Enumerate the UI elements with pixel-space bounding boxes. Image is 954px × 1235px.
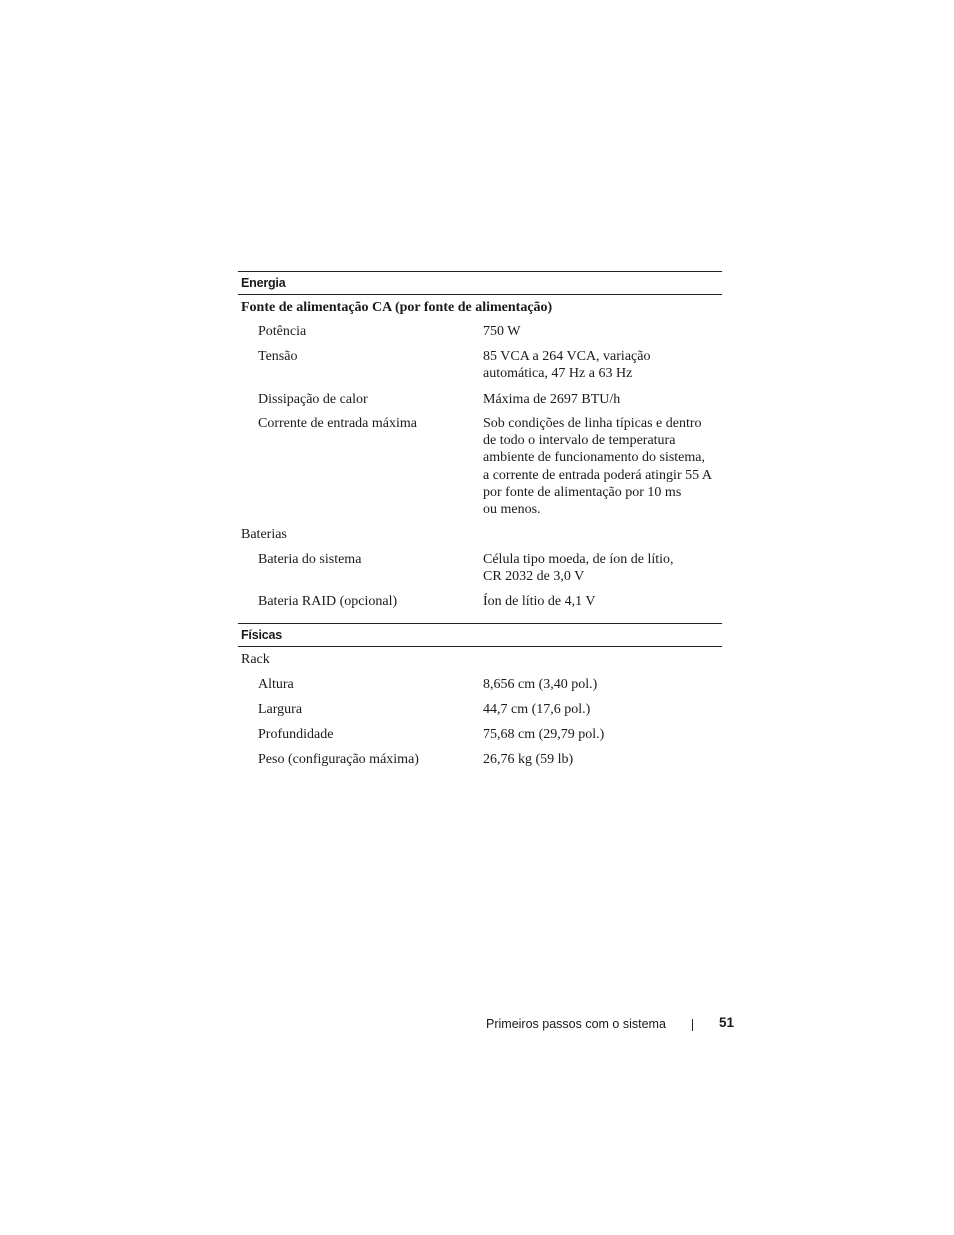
section-header-energia: Energia [238, 271, 722, 295]
row-value-potencia: 750 W [483, 324, 521, 339]
row-value-altura: 8,656 cm (3,40 pol.) [483, 677, 598, 692]
row-label-altura: Altura [258, 677, 294, 692]
row-value-corrente: Sob condições de linha típicas e dentro de todo o intervalo de temperatura ambiente de funcionamento do sistema, a corrente de entrada poderá atingir 55 A por fonte de alimentação por 10 ms ou menos. [483, 416, 712, 518]
row-label-potencia: Potência [258, 324, 307, 339]
row-value-bateria-raid: Íon de lítio de 4,1 V [483, 594, 596, 609]
footer-chapter-title: Primeiros passos com o sistema [486, 1017, 666, 1031]
row-label-profundidade: Profundidade [258, 727, 334, 742]
row-label-peso: Peso (configuração máxima) [258, 752, 419, 767]
footer-separator [692, 1019, 693, 1031]
group-title-fonte: Fonte de alimentação CA (por fonte de alimentação) [241, 300, 553, 315]
section-header-fisicas: Físicas [238, 623, 722, 647]
row-value-tensao: 85 VCA a 264 VCA, variação automática, 47 Hz a 63 Hz [483, 349, 651, 382]
row-label-tensao: Tensão [258, 349, 298, 364]
row-label-dissipacao: Dissipação de calor [258, 392, 368, 407]
row-value-largura: 44,7 cm (17,6 pol.) [483, 702, 591, 717]
row-value-dissipacao: Máxima de 2697 BTU/h [483, 392, 621, 407]
page-number: 51 [719, 1015, 735, 1030]
group-title-baterias: Baterias [241, 527, 287, 542]
row-label-bateria-sistema: Bateria do sistema [258, 552, 362, 567]
section-fisicas [238, 623, 722, 647]
row-label-bateria-raid: Bateria RAID (opcional) [258, 594, 398, 609]
row-label-corrente: Corrente de entrada máxima [258, 416, 417, 431]
row-value-bateria-sistema: Célula tipo moeda, de íon de lítio, CR 2032 de 3,0 V [483, 552, 674, 585]
section-energia [238, 271, 722, 295]
row-value-peso: 26,76 kg (59 lb) [483, 752, 574, 767]
row-label-largura: Largura [258, 702, 303, 717]
group-title-rack: Rack [241, 652, 270, 667]
row-value-profundidade: 75,68 cm (29,79 pol.) [483, 727, 605, 742]
